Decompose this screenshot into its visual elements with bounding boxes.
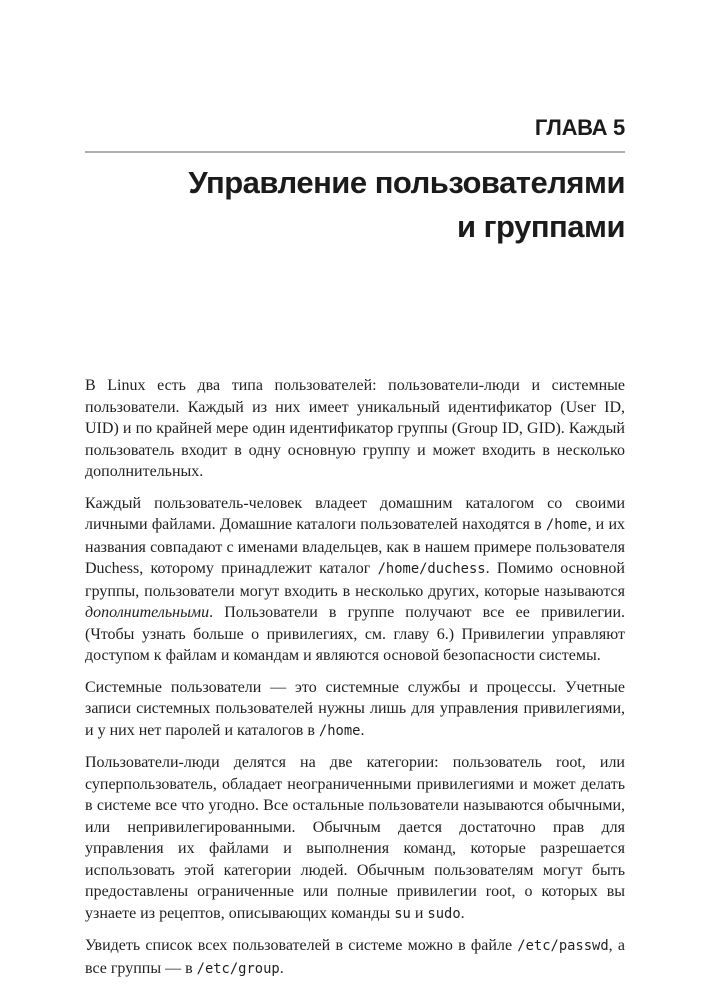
chapter-title-line-2: и группами xyxy=(456,209,625,244)
paragraph xyxy=(85,752,625,925)
page-content xyxy=(85,0,625,990)
paragraph xyxy=(85,935,625,980)
body-run: . xyxy=(360,721,365,739)
body-run: Каждый пользователь-человек владеет домашним каталогом со своими личными файлами. Домашние каталоги пользователей находятся в xyxy=(85,494,625,533)
paragraph xyxy=(85,493,625,667)
chapter-title-line-1: Управление пользователями xyxy=(188,165,625,200)
body-run: . xyxy=(460,904,465,922)
code-inline: /home/duchess xyxy=(377,561,486,577)
chapter-label: ГЛАВА 5 xyxy=(534,115,625,140)
body-run: . Помимо основной группы, пользователи могут входить в несколько других, которые называются xyxy=(85,560,625,600)
body-run: , а все группы — в xyxy=(85,937,625,977)
paragraph xyxy=(85,677,625,743)
code-inline: sudo xyxy=(427,905,461,922)
emphasis-text: дополнительными xyxy=(85,604,210,621)
body-run: В Linux есть два типа пользователей: пользователи-люди и системные пользователи. Каждый из них имеет уникальный идентификатор (User ID, UID) и по крайней мере один идентификатор группы (Group ID, GID). Каждый пользователь входит в одну основную группу и может входить в несколько дополнительных. xyxy=(85,377,625,480)
chapter-title xyxy=(85,161,625,249)
body-run: Пользователи-люди делятся на две категории: пользователь root, или суперпользователь, обладает неограниченными привилегиями и может делать в системе все что угодно. Все остальные пользователи называются обычными, или непривилегированными. Обычным дается достаточно прав для управления их файлами и выполнения команд, которые разрешается использовать этой категории людей. Обычным пользователям могут быть предоставлены ограниченные или полные привилегии root, о которых вы узнаете из рецептов, описывающих команды xyxy=(85,754,625,922)
body-run: , и их названия совпадают с именами владельцев, как в нашем примере пользователя Duchess, которому принадлежит каталог xyxy=(85,516,625,577)
code-inline: /home xyxy=(318,722,361,739)
paragraph xyxy=(85,375,625,483)
body-run: и xyxy=(410,904,428,922)
body-run: Системные пользователи — это системные службы и процессы. Учетные записи системных пользователей нужны лишь для управления привилегиями, и у них нет паролей и каталогов в xyxy=(85,678,625,739)
code-inline: /home xyxy=(545,517,588,533)
body-text xyxy=(85,375,625,980)
chapter-rule xyxy=(85,151,625,153)
code-inline: su xyxy=(394,905,411,922)
body-run: Увидеть список всех пользователей в системе можно в файле xyxy=(85,937,518,954)
body-run: . xyxy=(279,959,284,977)
body-run: . Пользователи в группе получают все ее привилегии. (Чтобы узнать больше о привилегиях, см. главу 6.) Привилегии управляют доступом к файлам и командам и являются основой безопасности системы. xyxy=(85,604,625,664)
code-inline: /etc/group xyxy=(196,960,280,977)
code-inline: /etc/passwd xyxy=(517,938,609,954)
